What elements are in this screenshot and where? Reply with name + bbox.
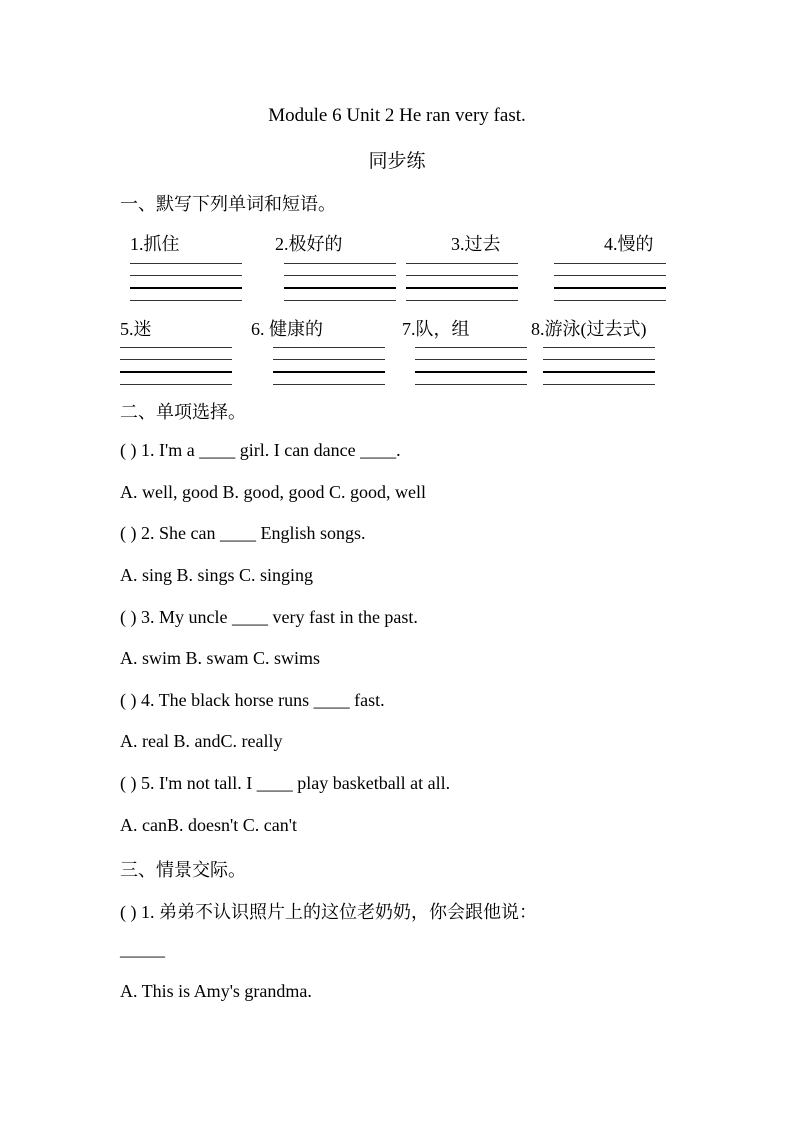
page-subtitle: 同步练 (368, 151, 426, 172)
question-5: ( ) 5. I'm not tall. I ____ play basketball at all. (120, 773, 451, 793)
options-4: A. real B. andC. really (120, 731, 283, 751)
writing-lines[interactable] (284, 263, 396, 311)
answer-blank: _____ (120, 939, 165, 959)
writing-lines[interactable] (415, 347, 527, 395)
writing-lines[interactable] (554, 263, 666, 311)
section2-heading: 二、单项选择。 (120, 402, 246, 422)
writing-lines[interactable] (273, 347, 385, 395)
question-3: ( ) 3. My uncle ____ very fast in the past. (120, 607, 418, 627)
vocab-item: 2.极好的 (275, 234, 343, 254)
options-2: A. sing B. sings C. singing (120, 565, 314, 585)
question-1: ( ) 1. I'm a ____ girl. I can dance ____. (120, 440, 401, 460)
section3-heading: 三、情景交际。 (120, 860, 246, 880)
writing-lines[interactable] (120, 347, 232, 395)
writing-lines[interactable] (406, 263, 518, 311)
options-1: A. well, good B. good, good C. good, well (120, 482, 426, 502)
vocab-item: 6. 健康的 (251, 319, 323, 339)
vocab-item: 3.过去 (451, 234, 501, 254)
vocab-item: 1.抓住 (130, 234, 180, 254)
scenario-question-1: ( ) 1. 弟弟不认识照片上的这位老奶奶，你会跟他说： (120, 902, 537, 922)
vocab-item: 5.迷 (120, 319, 152, 339)
writing-lines[interactable] (543, 347, 655, 395)
options-5: A. canB. doesn't C. can't (120, 815, 297, 835)
scenario-options-1: A. This is Amy's grandma. (120, 981, 312, 1001)
writing-lines[interactable] (130, 263, 242, 311)
vocab-item: 8.游泳(过去式) (531, 319, 647, 339)
page-title: Module 6 Unit 2 He ran very fast. (268, 105, 526, 126)
question-4: ( ) 4. The black horse runs ____ fast. (120, 690, 385, 710)
question-2: ( ) 2. She can ____ English songs. (120, 523, 366, 543)
section1-heading: 一、默写下列单词和短语。 (120, 194, 336, 214)
options-3: A. swim B. swam C. swims (120, 648, 321, 668)
vocab-item: 4.慢的 (604, 234, 654, 254)
vocab-item: 7.队，组 (402, 319, 470, 339)
